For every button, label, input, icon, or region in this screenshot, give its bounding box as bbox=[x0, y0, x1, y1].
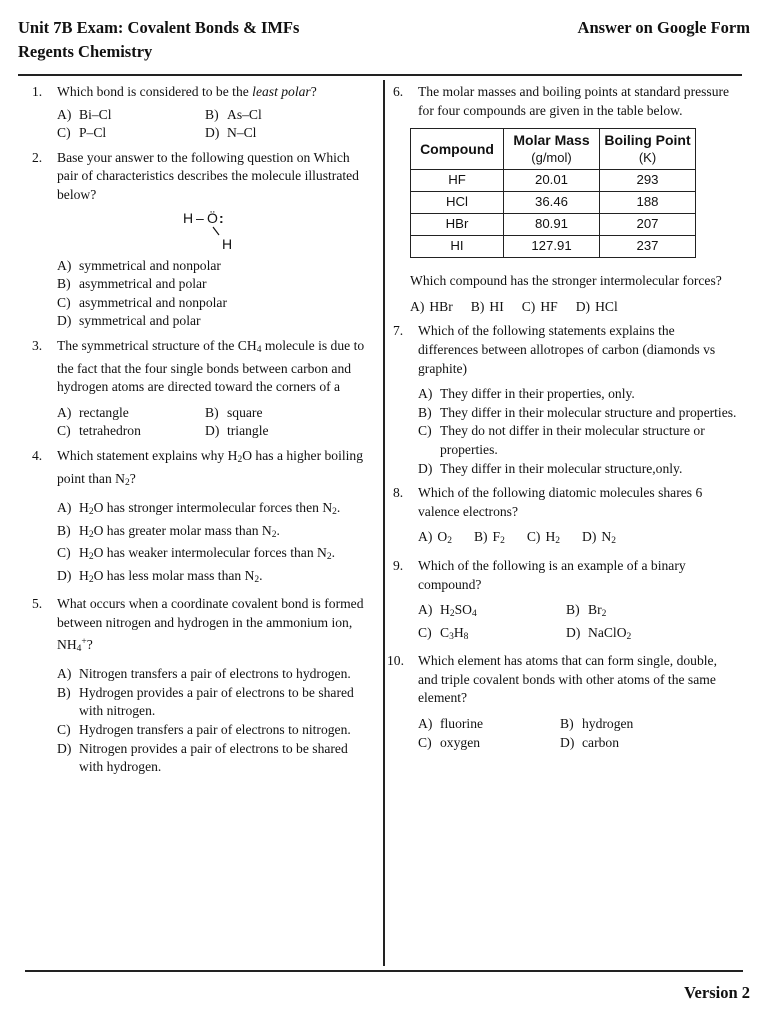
column-header: Molar Mass (g/mol) bbox=[504, 129, 600, 170]
option-b: B) $H_2O$ has greater molar mass than $N_2$. bbox=[57, 522, 280, 540]
question-stem: Which bond is considered to be the least polar? bbox=[57, 84, 317, 99]
option-b: B) hydrogen bbox=[560, 716, 634, 732]
table-row: HBr 80.91 207 bbox=[411, 214, 696, 236]
option-a: A) $H_2SO_4$ bbox=[418, 602, 477, 620]
question-stem: Which statement explains why $H_2O$ has a higher boiling point than $N_2$? bbox=[57, 447, 364, 488]
bond-line bbox=[211, 226, 221, 236]
question-7: 7. Which of the following statements explains the differences between allotropes of carbon (diamonds vs graphite) A) They differ in their properties, only. B) They differ in their molecular structure and properties. C) They do not differ in their molecular structure or properties. D) They differ in their molecular structure,only. bbox=[393, 322, 738, 478]
option-a: A) Bi–Cl bbox=[57, 106, 112, 122]
left-column bbox=[32, 83, 372, 783]
question-stem: Which of the following is an example of a binary compound? bbox=[418, 557, 686, 592]
option-c: C) oxygen bbox=[418, 734, 481, 750]
option-c: C) tetrahedron bbox=[57, 423, 141, 439]
course-name: Regents Chemistry bbox=[18, 42, 153, 61]
option-d: D) HCl bbox=[575, 298, 618, 314]
question-5: 5. What occurs when a coordinate covalent bond is formed between nitrogen and hydrogen in the ammonium ion, $NH_4^+$? A) Nitrogen transfers a pair of electrons to hydrogen. B) Hydrogen provides a pair of electrons to be shared with nitrogen. C) Hydrogen transfers a pair of electrons to nitrogen. D) Nitrogen provides a pair of electrons to be shared with hydrogen. bbox=[32, 595, 372, 776]
answer-instruction: Answer on Google Form bbox=[577, 18, 750, 37]
column-divider bbox=[383, 80, 385, 966]
right-column bbox=[387, 83, 738, 758]
option-b: B) square bbox=[205, 404, 263, 420]
option-d: D) $N_2$ bbox=[582, 529, 616, 547]
question-stem: Base your answer to the following question on Which pair of characteristics describes the molecule illustrated below? bbox=[57, 149, 359, 202]
column-header: Boiling Point (K) bbox=[600, 129, 696, 170]
option-c: C) $H_2O$ has weaker intermolecular forces than $N_2$. bbox=[57, 545, 335, 563]
column-header: Compound bbox=[411, 129, 504, 170]
option-a: A) symmetrical and nonpolar bbox=[57, 257, 221, 273]
option-d: D) triangle bbox=[205, 423, 269, 439]
exam-title: Unit 7B Exam: Covalent Bonds & IMFs bbox=[18, 18, 300, 37]
header-rule bbox=[18, 74, 742, 76]
table-row: HI 127.91 237 bbox=[411, 236, 696, 258]
compound-data-table bbox=[410, 128, 696, 258]
option-c: C) asymmetrical and nonpolar bbox=[57, 294, 227, 310]
option-d: D) Nitrogen provides a pair of electrons to be shared with hydrogen. bbox=[57, 740, 348, 775]
option-b: B) As–Cl bbox=[205, 106, 262, 122]
option-c: C) P–Cl bbox=[57, 125, 107, 141]
option-c: C) HF bbox=[521, 298, 558, 314]
option-a: A) $H_2O$ has stronger intermolecular forces then $N_2$. bbox=[57, 500, 341, 518]
option-c: C) They do not differ in their molecular structure or properties. bbox=[418, 423, 705, 457]
option-d: D) N–Cl bbox=[205, 125, 257, 141]
option-b: B) HI bbox=[470, 298, 504, 314]
footer-rule bbox=[25, 970, 743, 972]
option-b: B) They differ in their molecular structure and properties. bbox=[418, 404, 737, 420]
option-d: D) NaClO$_2$ bbox=[566, 624, 632, 642]
question-10: 10. Which element has atoms that can form single, double, and triple covalent bonds with other atoms of the same element? A) fluorine B) hydrogen C) oxygen D) carbon bbox=[393, 652, 738, 752]
option-b: B) asymmetrical and polar bbox=[57, 276, 207, 292]
water-lewis-structure: H – Ö : H bbox=[183, 209, 233, 252]
table-row: HCl 36.46 188 bbox=[411, 192, 696, 214]
question-stem: Which element has atoms that can form single, double, and triple covalent bonds with other atoms of the same element? bbox=[418, 653, 717, 706]
option-c: C) $H_2$ bbox=[526, 529, 561, 547]
option-a: A) HBr bbox=[410, 298, 453, 314]
question-stem: Which of the following statements explains the differences between allotropes of carbon (diamonds vs graphite) bbox=[418, 323, 716, 376]
option-d: D) symmetrical and polar bbox=[57, 313, 201, 329]
question-2: 2. Base your answer to the following question on Which pair of characteristics describes the molecule illustrated below? H – Ö : H A) symmetrical and nonpolar B) asymmetrical and polar C) asymmetrical and nonpolar D) symmetrical and polar bbox=[32, 149, 372, 331]
question-9: 9. Which of the following is an example of a binary compound? A) $H_2SO_4$ B) $Br_2$ C) $C_3H_8$ D) NaClO$_2$ bbox=[393, 557, 738, 646]
option-a: A) They differ in their properties, only. bbox=[418, 386, 635, 402]
option-b: B) $Br_2$ bbox=[566, 602, 607, 620]
option-a: A) Nitrogen transfers a pair of electrons to hydrogen. bbox=[57, 666, 351, 682]
option-c: C) Hydrogen transfers a pair of electrons to nitrogen. bbox=[57, 722, 351, 738]
question-stem: Which of the following diatomic molecules shares 6 valence electrons? bbox=[418, 485, 703, 519]
option-a: A) $O_2$ bbox=[418, 529, 452, 547]
question-8: 8. Which of the following diatomic molecules shares 6 valence electrons? A) $O_2$ B) $F_2$ C) $H_2$ D) $N_2$ bbox=[393, 484, 738, 551]
option-b: B) Hydrogen provides a pair of electrons to be shared with nitrogen. bbox=[57, 684, 354, 719]
question-followup: Which compound has the stronger intermolecular forces? bbox=[410, 273, 722, 289]
question-stem: The molar masses and boiling points at standard pressure for four compounds are given in the table below. bbox=[418, 84, 730, 118]
option-d: D) They differ in their molecular structure,only. bbox=[418, 460, 683, 476]
option-d: D) $H_2O$ has less molar mass than $N_2$. bbox=[57, 567, 263, 585]
option-a: A) rectangle bbox=[57, 404, 129, 420]
version-label: Version 2 bbox=[684, 983, 750, 1002]
question-stem: The symmetrical structure of the $CH_4$ molecule is due to the fact that the four single bonds between carbon and hydrogen atoms are directed toward the corners of a bbox=[57, 337, 365, 395]
question-stem: What occurs when a coordinate covalent bond is formed between nitrogen and hydrogen in the ammonium ion, $NH_4^+$? bbox=[57, 596, 364, 654]
question-6: 6. The molar masses and boiling points at standard pressure for four compounds are given in the table below. Compound Molar Mass (g/mol) Boiling Point (K) HF 20.01 293 HCl 36.46 188 HBr 80.91 207 HI 127.91 237 Which compound has the stronger intermolecular forces? A) HBr B) HI C) HF D) HCl bbox=[393, 83, 738, 316]
question-1: 1. Which bond is considered to be the least polar? A) Bi–Cl B) As–Cl C) P–Cl D) N–Cl bbox=[32, 83, 372, 143]
option-a: A) fluorine bbox=[418, 716, 484, 732]
option-d: D) carbon bbox=[560, 734, 619, 750]
question-4: 4. Which statement explains why $H_2O$ has a higher boiling point than $N_2$? A) $H_2O$ has stronger intermolecular forces then $N_2$. B) $H_2O$ has greater molar mass than $N_2$. C) $H_2O$ has weaker intermolecular forces than $N_2$. D) $H_2O$ has less molar mass than $N_2$. bbox=[32, 447, 372, 590]
question-3: 3. The symmetrical structure of the $CH_4$ molecule is due to the fact that the four single bonds between carbon and hydrogen atoms are directed toward the corners of a A) rectangle B) square C) tetrahedron D) triangle bbox=[32, 337, 372, 441]
table-row: HF 20.01 293 bbox=[411, 170, 696, 192]
option-b: B) $F_2$ bbox=[473, 529, 505, 547]
option-c: C) $C_3H_8$ bbox=[418, 624, 469, 642]
